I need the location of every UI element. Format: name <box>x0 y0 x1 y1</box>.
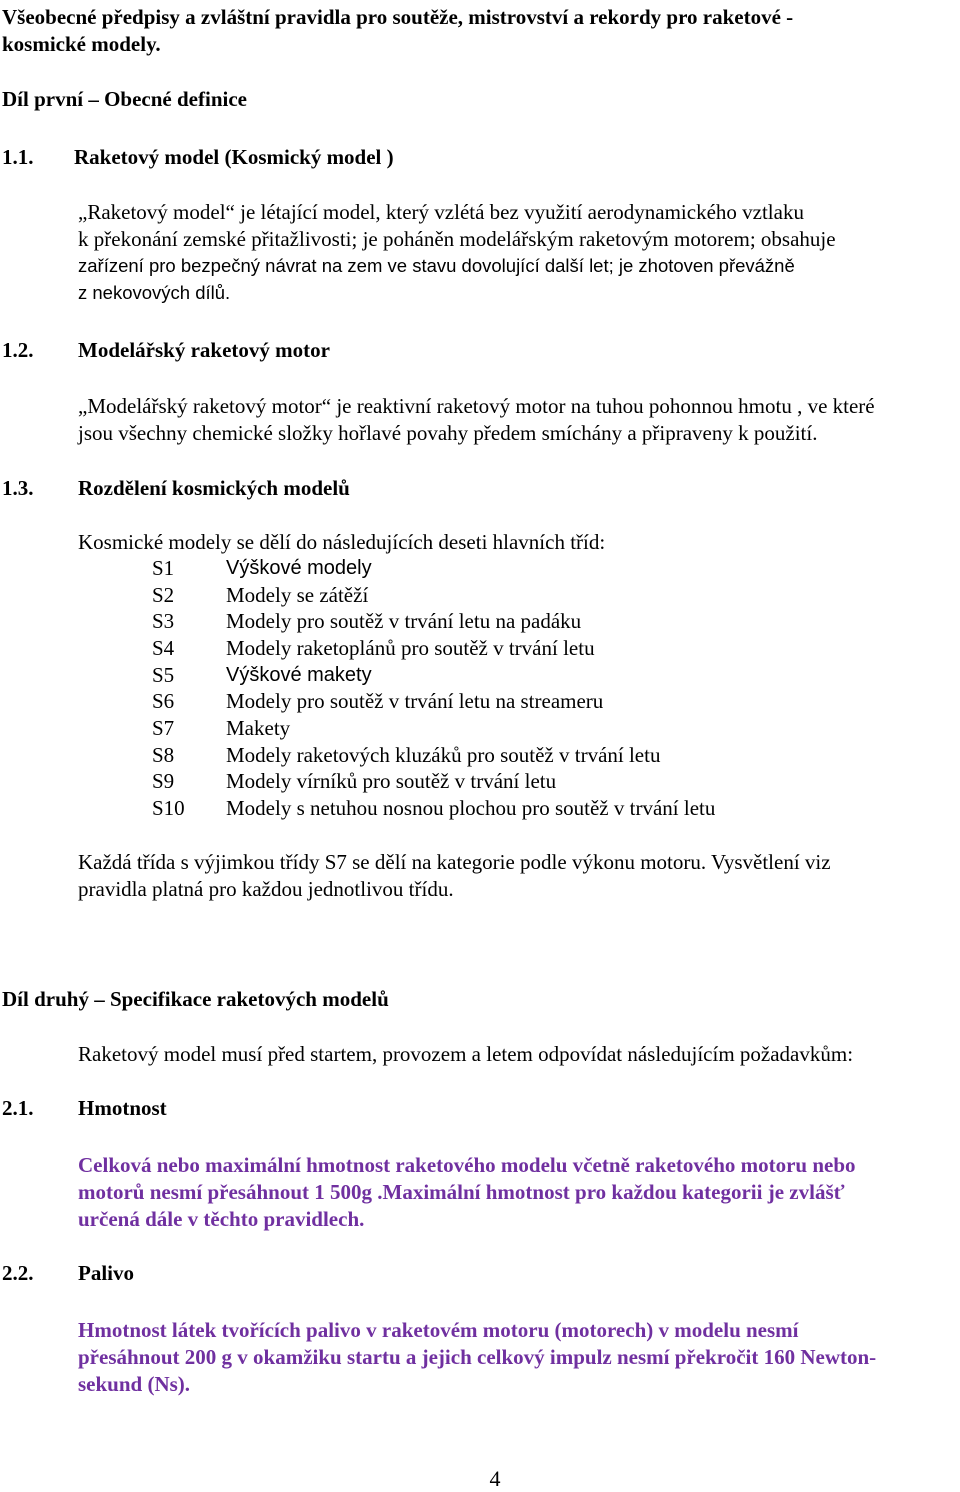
class-code: S10 <box>152 796 185 820</box>
part-two-intro: Raketový model musí před startem, provozem a letem odpovídat následujícím požadavkům: <box>78 1042 854 1066</box>
section-1-2-heading: Modelářský raketový motor <box>78 338 330 362</box>
section-2-2-text-line: sekund (Ns). <box>78 1372 191 1396</box>
class-code: S2 <box>152 583 175 607</box>
section-1-1-text-line: z nekovových dílů. <box>78 282 231 303</box>
section-1-2-text-line: „Modelářský raketový motor“ je reaktivní raketový motor na tuhou pohonnou hmotu , ve které <box>78 394 875 418</box>
section-1-1-text-line: zařízení pro bezpečný návrat na zem ve stavu dovolující další let; je zhotoven převážně <box>78 255 795 276</box>
class-code: S1 <box>152 556 175 580</box>
class-name: Modely raketových kluzáků pro soutěž v trvání letu <box>226 743 661 767</box>
class-code: S3 <box>152 609 175 633</box>
section-1-3-outro-line: pravidla platná pro každou jednotlivou třídu. <box>78 877 454 901</box>
part-two-heading: Díl druhý – Specifikace raketových modelů <box>2 987 389 1011</box>
document-title-line-2: kosmické modely. <box>2 32 161 56</box>
section-2-1-text-line: motorů nesmí přesáhnout 1 500g .Maximální hmotnost pro každou kategorii je zvlášť <box>78 1180 845 1204</box>
class-name: Výškové makety <box>226 664 372 686</box>
class-name: Modely raketoplánů pro soutěž v trvání letu <box>226 636 595 660</box>
section-1-1-text-line: „Raketový model“ je létající model, který vzlétá bez využití aerodynamického vztlaku <box>78 200 804 224</box>
class-code: S4 <box>152 636 175 660</box>
section-2-1-number: 2.1. <box>2 1096 34 1120</box>
section-1-3-intro: Kosmické modely se dělí do následujících deseti hlavních tříd: <box>78 530 606 554</box>
section-1-1-number: 1.1. <box>2 145 34 169</box>
class-code: S5 <box>152 663 175 687</box>
section-1-3-outro-line: Každá třída s výjimkou třídy S7 se dělí na kategorie podle výkonu motoru. Vysvětlení viz <box>78 850 831 874</box>
section-1-2-number: 1.2. <box>2 338 34 362</box>
class-code: S8 <box>152 743 175 767</box>
class-code: S6 <box>152 689 175 713</box>
section-2-2-number: 2.2. <box>2 1261 34 1285</box>
class-name: Modely vírníků pro soutěž v trvání letu <box>226 769 557 793</box>
class-name: Modely pro soutěž v trvání letu na streameru <box>226 689 604 713</box>
section-2-1-text-line: Celková nebo maximální hmotnost raketového modelu včetně raketového motoru nebo <box>78 1153 856 1177</box>
section-2-2-text-line: přesáhnout 200 g v okamžiku startu a jejich celkový impulz nesmí překročit 160 Newton- <box>78 1345 877 1369</box>
class-name: Makety <box>226 716 291 740</box>
class-name: Výškové modely <box>226 557 372 579</box>
section-1-3-number: 1.3. <box>2 476 34 500</box>
class-code: S7 <box>152 716 175 740</box>
page-number: 4 <box>489 1466 501 1491</box>
section-2-2-text-line: Hmotnost látek tvořících palivo v raketovém motoru (motorech) v modelu nesmí <box>78 1318 799 1342</box>
part-one-heading: Díl první – Obecné definice <box>2 87 247 111</box>
section-2-2-heading: Palivo <box>78 1261 134 1285</box>
class-name: Modely pro soutěž v trvání letu na padáku <box>226 609 582 633</box>
section-1-1-heading: Raketový model (Kosmický model ) <box>74 145 394 169</box>
section-1-3-heading: Rozdělení kosmických modelů <box>78 476 350 500</box>
section-2-1-heading: Hmotnost <box>78 1096 167 1120</box>
document-title-line-1: Všeobecné předpisy a zvláštní pravidla pro soutěže, mistrovství a rekordy pro raketové - <box>2 5 794 29</box>
class-code: S9 <box>152 769 175 793</box>
section-1-1-text-line: k překonání zemské přitažlivosti; je poháněn modelářským raketovým motorem; obsahuje <box>78 227 836 251</box>
class-name: Modely se zátěží <box>226 583 369 607</box>
section-2-1-text-line: určená dále v těchto pravidlech. <box>78 1207 365 1231</box>
section-1-2-text-line: jsou všechny chemické složky hořlavé povahy předem smíchány a připraveny k použití. <box>78 421 818 445</box>
class-name: Modely s netuhou nosnou plochou pro soutěž v trvání letu <box>226 796 716 820</box>
